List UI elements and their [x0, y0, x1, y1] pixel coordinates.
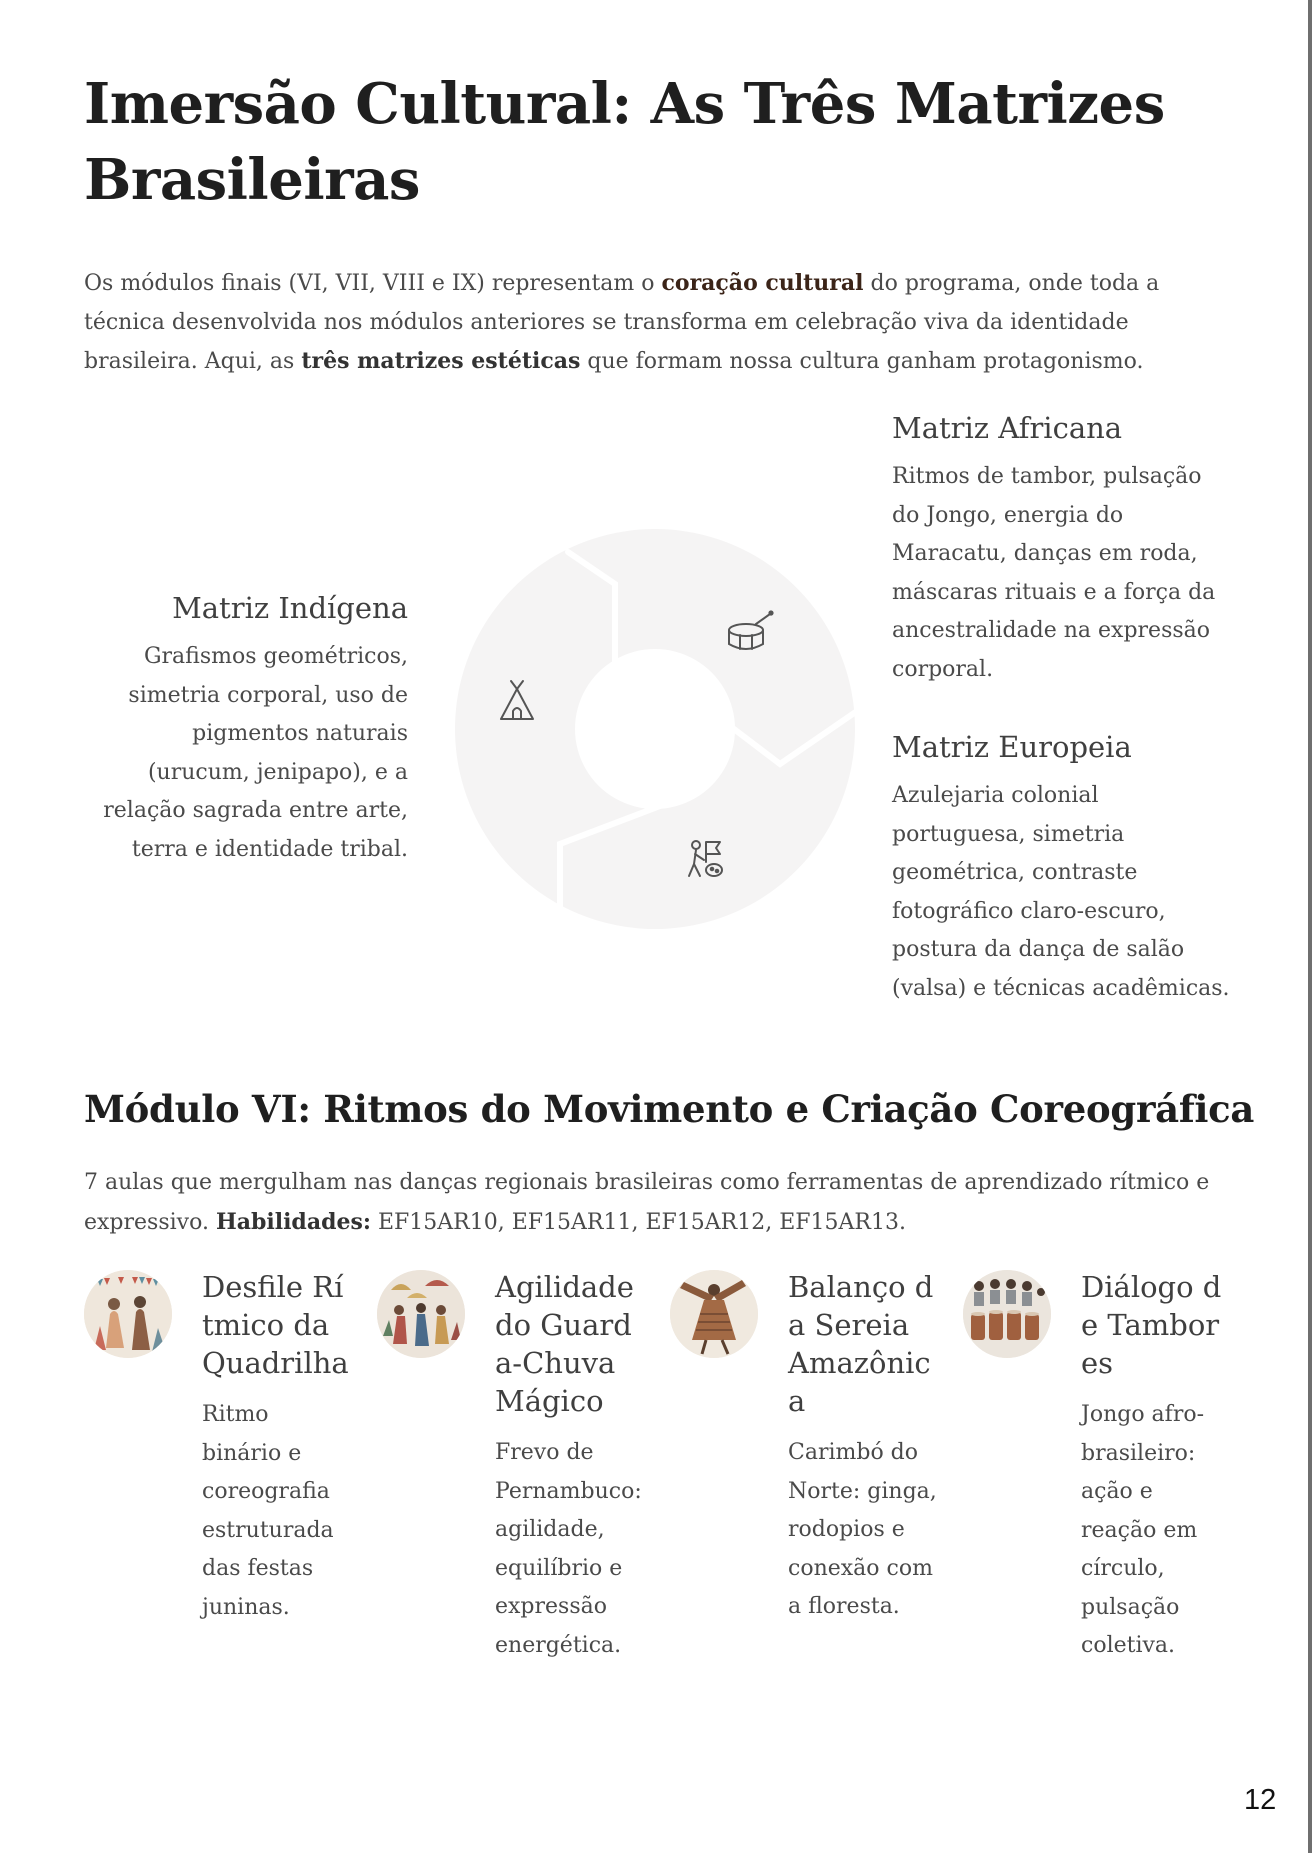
page-number: 12: [1244, 1784, 1277, 1816]
matriz-africana: [892, 408, 1232, 689]
lesson-description: Carimbó do Norte: ginga, rodopios e conexão com a floresta.: [788, 1440, 937, 1619]
jongo-drummers-illustration: [963, 1270, 1051, 1358]
lesson-title: Desfile Rítmico da Quadrilha: [202, 1270, 349, 1380]
intro-paragraph: [84, 264, 1234, 382]
module-desc-text-1: 7 aulas que mergulham nas danças regionais brasileiras como ferramentas de aprendizado rítmico e expressivo.: [84, 1170, 1210, 1235]
matriz-indigena: [96, 588, 408, 869]
lesson-card-text: [495, 1268, 645, 1665]
lesson-card-text: [1081, 1268, 1231, 1666]
carimbo-dancer-illustration: [670, 1270, 758, 1358]
matriz-europeia: [892, 727, 1232, 1008]
lesson-description: Frevo de Pernambuco: agilidade, equilíbrio e expressão energética.: [495, 1440, 642, 1658]
matriz-indigena-title: Matriz Indígena: [172, 591, 408, 625]
module-title: Módulo VI: Ritmos do Movimento e Criação Coreográfica: [84, 1087, 1255, 1131]
module-description: [84, 1164, 1244, 1242]
matriz-africana-desc: Ritmos de tambor, pulsação do Jongo, energia do Maracatu, danças em roda, máscaras rituais e a força da ancestralidade na expressão corporal.: [892, 464, 1216, 682]
frevo-dancers-illustration: [377, 1270, 465, 1358]
module-desc-text-2: EF15AR10, EF15AR11, EF15AR12, EF15AR13.: [370, 1209, 906, 1235]
matriz-europeia-desc: Azulejaria colonial portuguesa, simetria geométrica, contraste fotográfico claro-escuro, postura da dança de salão (valsa) e técnicas acadêmicas.: [892, 783, 1230, 1001]
three-matrices-cycle-diagram: [450, 524, 860, 934]
matriz-indigena-desc: Grafismos geométricos, simetria corporal, uso de pigmentos naturais (urucum, jenipapo), e a relação sagrada entre arte, terra e identidade tribal.: [103, 644, 408, 862]
page-edge: [1308, 0, 1312, 1853]
lesson-card-text: [202, 1268, 352, 1627]
intro-emphasis-2: três matrizes estéticas: [301, 348, 581, 374]
module-desc-emphasis: Habilidades:: [215, 1208, 371, 1235]
donut-ring: [455, 529, 855, 929]
intro-text-1: Os módulos finais (VI, VII, VIII e IX) representam o: [84, 271, 662, 296]
intro-emphasis-1: coração cultural: [661, 270, 864, 296]
lesson-description: Ritmo binário e coreografia estruturada das festas juninas.: [202, 1402, 334, 1620]
intro-text-2: do programa, onde toda a técnica desenvolvida nos módulos anteriores se transforma em celebração viva da identidade brasileira. Aqui, as: [84, 271, 1160, 374]
lesson-card-text: [788, 1268, 938, 1627]
matriz-europeia-title: Matriz Europeia: [892, 730, 1132, 764]
page-title: Imersão Cultural: As Três Matrizes Brasileiras: [84, 71, 1165, 213]
lesson-description: Jongo afro-brasileiro: ação e reação em círculo, pulsação coletiva.: [1081, 1402, 1205, 1658]
lesson-title: Agilidade do Guarda-Chuva Mágico: [495, 1270, 634, 1418]
quadrilha-dancers-illustration: [84, 1270, 172, 1358]
matriz-africana-title: Matriz Africana: [892, 411, 1123, 445]
lesson-title: Balanço da Sereia Amazônica: [788, 1270, 934, 1418]
intro-text-3: que formam nossa cultura ganham protagonismo.: [580, 349, 1144, 374]
lesson-title: Diálogo de Tambores: [1081, 1270, 1222, 1380]
